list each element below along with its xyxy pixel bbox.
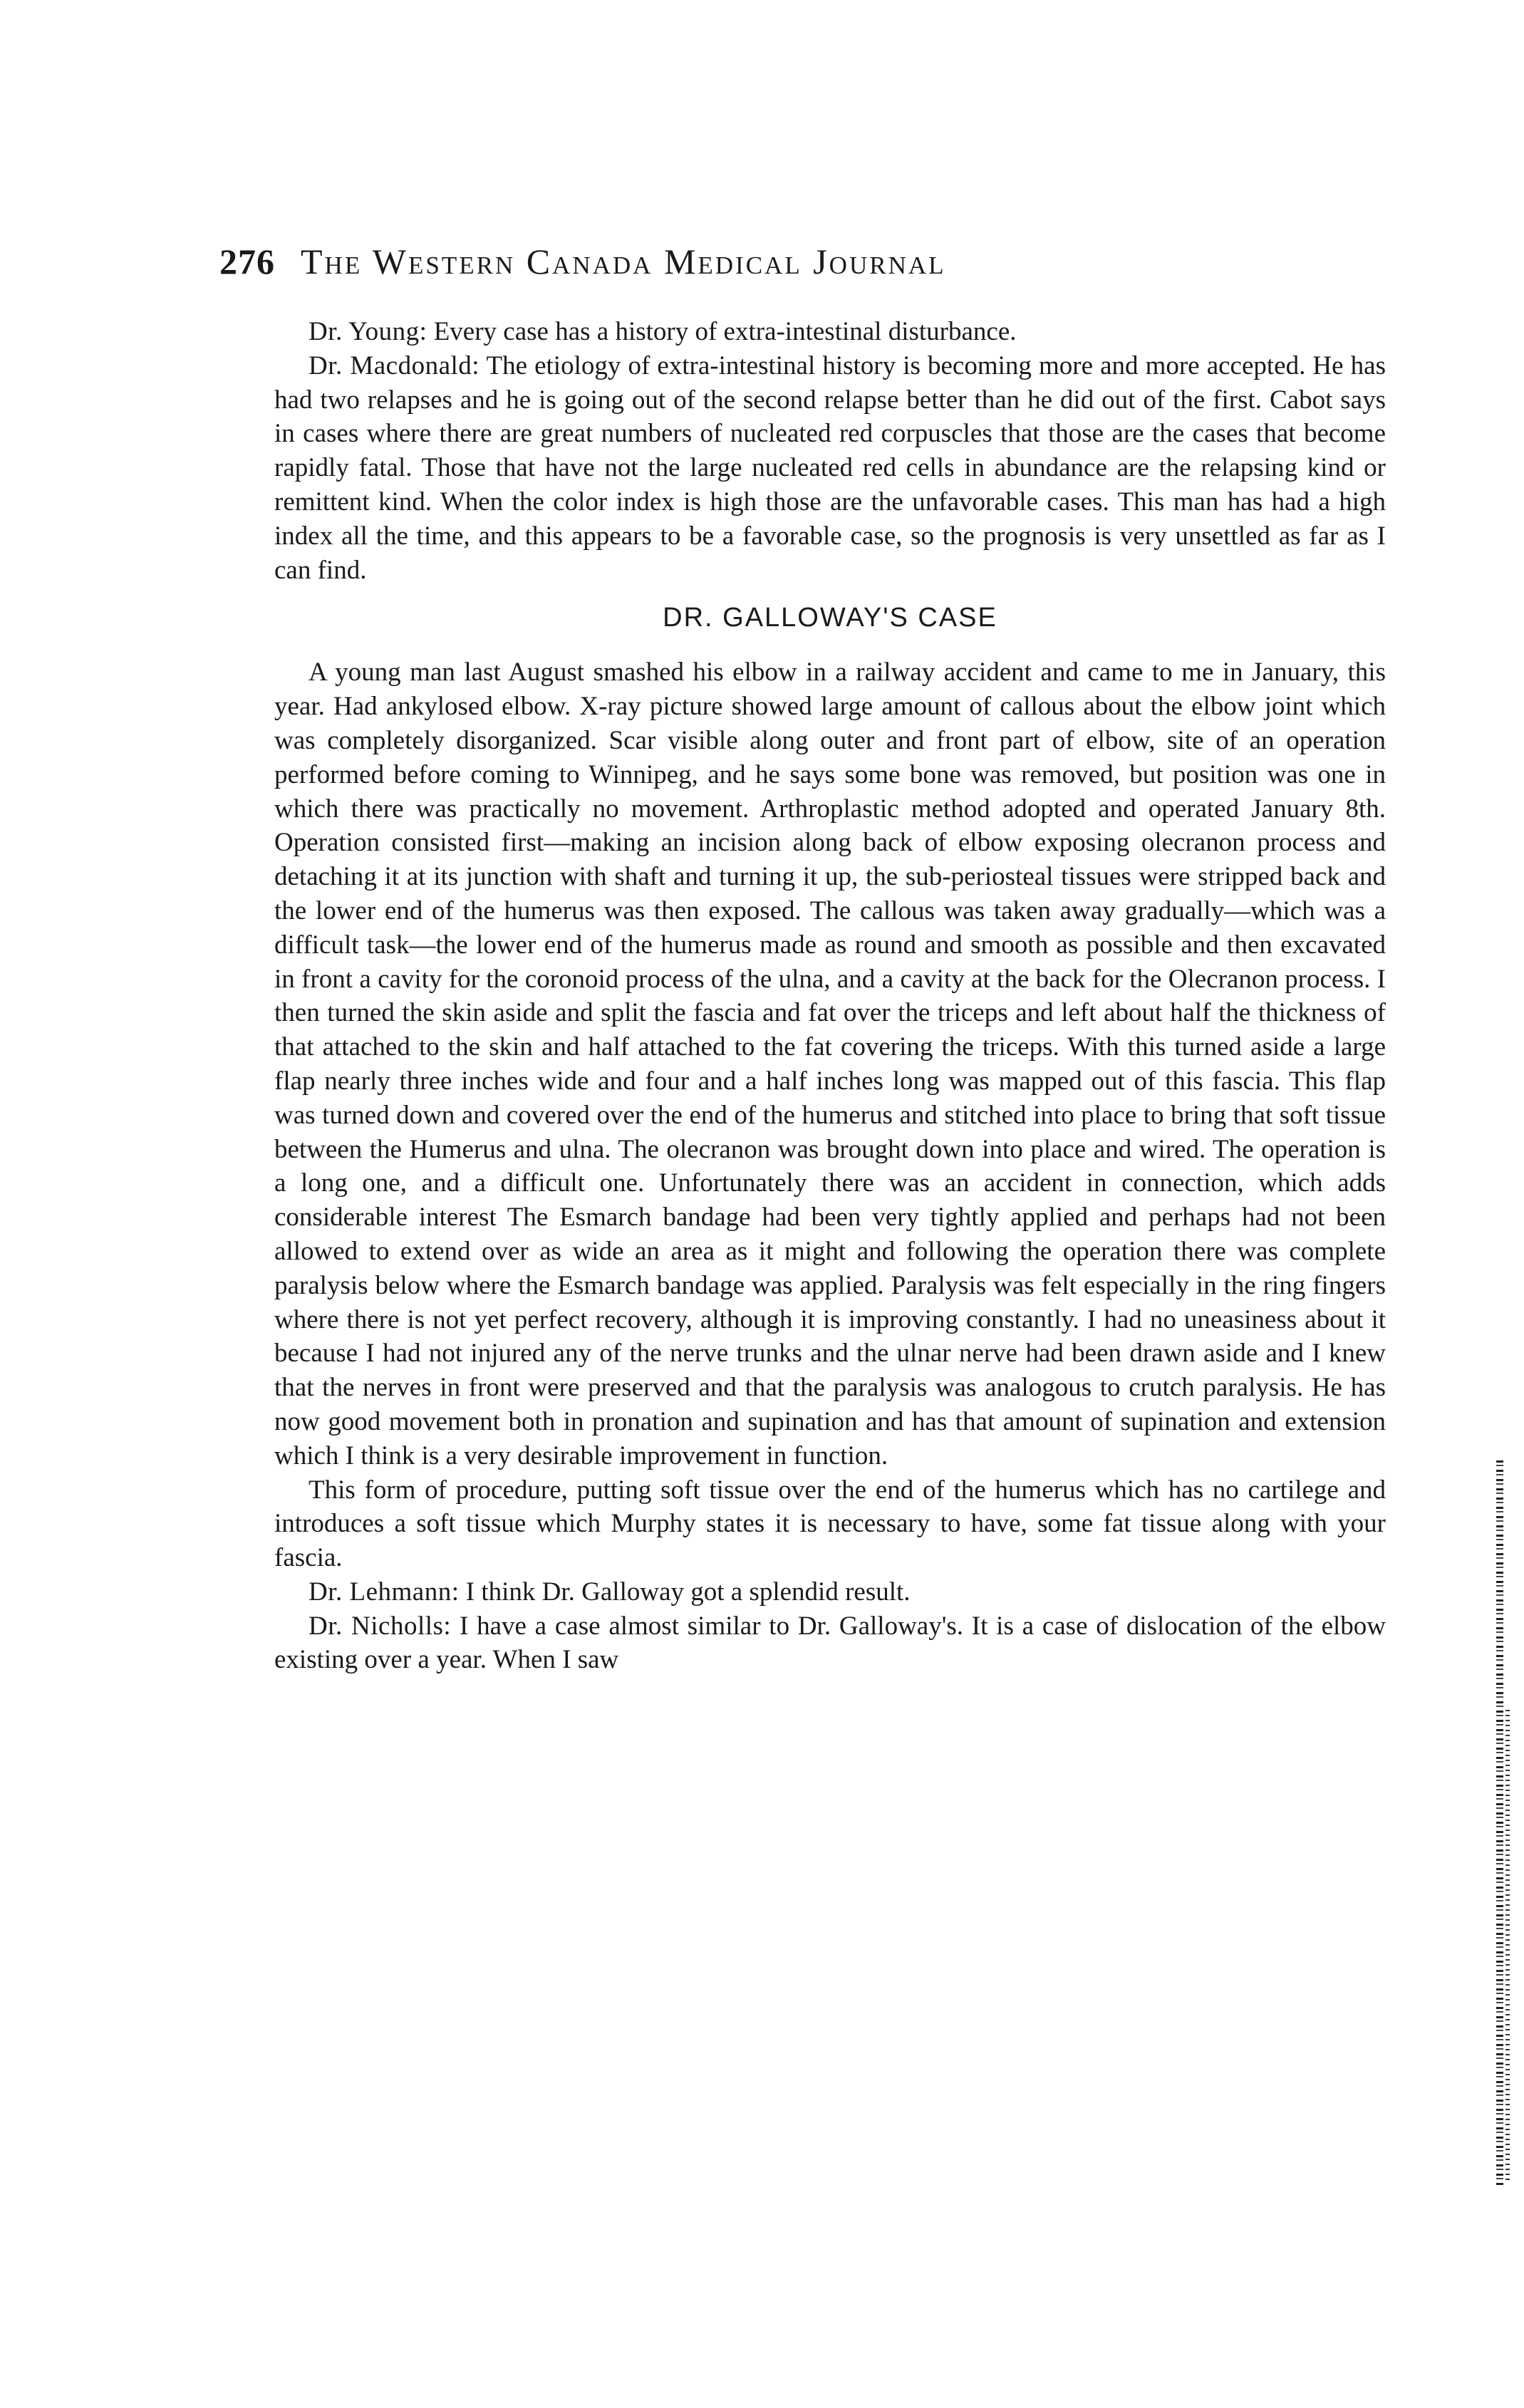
speaker-name: Dr. Lehmann: [309, 1577, 460, 1607]
paragraph-case-description [274, 655, 1386, 1473]
paragraph-text: I have a case almost similar to Dr. Galloway's. It is a case of dislocation of the elbow existing over a year. When I saw [274, 1611, 1386, 1675]
article-body [274, 315, 1386, 1677]
paragraph-dr-nicholls [274, 1609, 1386, 1678]
paragraph-text: This form of procedure, putting soft tissue over the end of the humerus which has no cartilege and introduces a soft tissue which Murphy states it is necessary to have, some fat tissue along with your fascia. [274, 1475, 1386, 1573]
scan-binding-edge [1505, 1710, 1510, 2180]
journal-title: The Western Canada Medical Journal [301, 242, 946, 281]
paragraph-dr-lehmann [274, 1575, 1386, 1609]
running-head [219, 241, 1260, 298]
paragraph-text: I think Dr. Galloway got a splendid result. [465, 1577, 911, 1607]
paragraph-dr-young [274, 315, 1386, 349]
speaker-name: Dr. Young: [309, 317, 427, 346]
paragraph-dr-macdonald [274, 349, 1386, 588]
speaker-name: Dr. Nicholls: [309, 1611, 452, 1641]
page-number: 276 [219, 242, 275, 281]
scan-binding-edge [1496, 1460, 1503, 2187]
section-heading: DR. GALLOWAY'S CASE [663, 603, 997, 633]
paragraph-text: The etiology of extra-intestinal history is becoming more and more accepted. He has had two relapses and he is going out of the second relapse better than he did out of the first. Cabot says in cases where there are great numbers of nucleated red corpuscles that those are the cases that become rapidly fatal. Those that have not the large nucleated red cells in abundance are the relapsing kind or remittent kind. When the color index is high those are the unfavorable cases. This man has had a high index all the time, and this appears to be a favorable case, so the prognosis is very unsettled as far as I can find. [274, 351, 1386, 585]
paragraph-text: A young man last August smashed his elbow in a railway accident and came to me in January, this year. Had ankylosed elbow. X-ray picture showed large amount of callous about the elbow joint which was completely disorganized. Scar visible along outer and front part of elbow, site of an operation performed before coming to Winnipeg, and he says some bone was removed, but position was one in which there was practically no movement. Arthroplastic method adopted and operated January 8th. Operation consisted first—making an incision along back of elbow exposing olecranon process and detaching it at its junction with shaft and turning it up, the sub-periosteal tissues were stripped back and the lower end of the humerus was then exposed. The callous was taken away gradually—which was a difficult task—the lower end of the humerus made as round and smooth as possible and then excavated in front a cavity for the coronoid process of the ulna, and a cavity at the back for the Olecranon process. I then turned the skin aside and split the fascia and fat over the triceps and left about half the thickness of that attached to the skin and half attached to the fat covering the triceps. With this turned aside a large flap nearly three inches wide and four and a half inches long was mapped out of this fascia. This flap was turned down and covered over the end of the humerus and stitched into place to bring that soft tissue between the Humerus and ulna. The olecranon was brought down into place and wired. The operation is a long one, and a difficult one. Unfortunately there was an accident in connection, which adds considerable interest The Esmarch bandage had been very tightly applied and perhaps had not been allowed to extend over as wide an area as it might and following the operation there was complete paralysis below where the Esmarch bandage was applied. Paralysis was felt especially in the ring fingers where there is not yet perfect recovery, although it is improving constantly. I had no uneasiness about it because I had not injured any of the nerve trunks and the ulnar nerve had been drawn aside and I knew that the nerves in front were preserved and that the paralysis was analogous to crutch paralysis. He has now good movement both in pronation and supination and has that amount of supination and extension which I think is a very desirable improvement in function. [274, 658, 1386, 1470]
speaker-name: Dr. Macdonald: [309, 351, 480, 380]
paragraph-procedure [274, 1473, 1386, 1575]
paragraph-text: Every case has a history of extra-intestinal disturbance. [433, 317, 1017, 346]
